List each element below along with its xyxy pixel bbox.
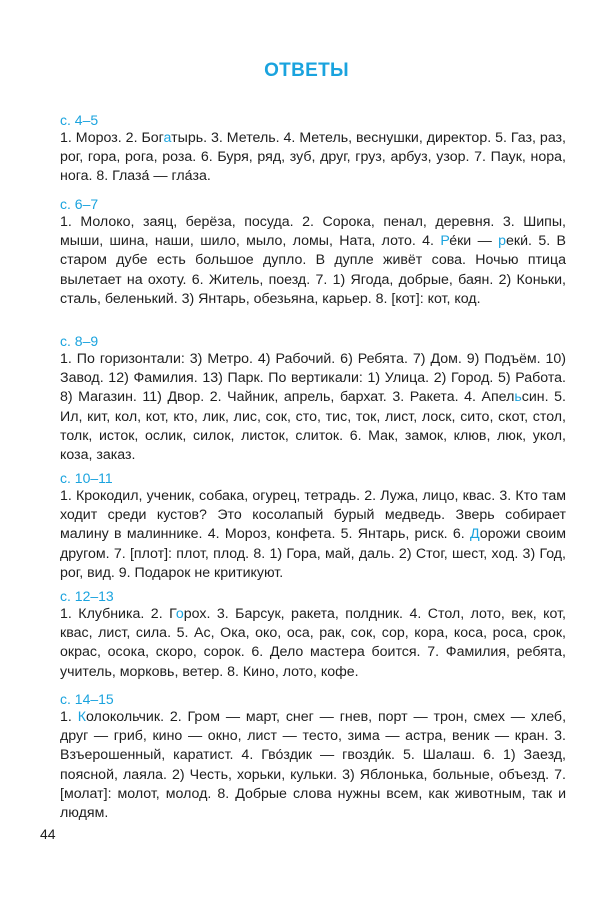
- section-answers: 1. Молоко, заяц, берёза, посуда. 2. Сорока, пенал, деревня. 3. Шипы, мыши, шина, наши, шило, мыло, ломы, Ната, лото. 4. Ре́ки — реки́. 5. В старом дубе есть большое дупло. В дупле живёт сова. Ночью птица вылетает на охоту. 6. Житель, поезд. 7. 1) Ягода, добрые, баян. 2) Коньки, сталь, беленький. 3) Янтарь, обезьяна, карьер. 8. [кот]: кот, код.: [60, 214, 566, 307]
- section-page-ref: с. 14–15: [60, 691, 114, 707]
- answer-section: [60, 470, 566, 583]
- section-page-ref: с. 4–5: [60, 112, 99, 128]
- highlight-letter: а: [163, 130, 172, 146]
- answer-section: [60, 691, 566, 823]
- highlight-letter: ь: [514, 389, 522, 406]
- highlight-letter: К: [77, 709, 86, 725]
- highlight-letter: Д: [469, 526, 480, 543]
- section-answers: 1. Мороз. 2. Богатырь. 3. Метель. 4. Метель, веснушки, директор. 5. Газ, раз, рог, гора, рога, роза. 6. Буря, ряд, зуб, друг, груз, арбуз, узор. 7. Паук, нора, нога. 8. Глаза́ — гла́за.: [60, 130, 566, 185]
- answer-section: [60, 588, 566, 682]
- section-answers: 1. Колокольчик. 2. Гром — март, снег — гнев, порт — трон, смех — хлеб, друг — гриб, кино — окно, лист — тесто, зима — астра, веник — кран. 3. Взъерошенный, каратист. 4. Гво́здик — гвозди́к. 5. Шалаш. 6. 1) Заезд, поясной, лаяла. 2) Честь, хорьки, кульки. 3) Яблонька, больные, объезд. 7. [молат]: молот, молод. 8. Добрые слова нужны всем, как животным, так и людям.: [60, 709, 567, 822]
- highlight-letter: о: [175, 606, 184, 622]
- section-answers: 1. Крокодил, ученик, собака, огурец, тетрадь. 2. Лужа, лицо, квас. 3. Кто там ходит среди кустов? Это косолапый бурый медведь. Зверь собирает малину в малиннике. 4. Мороз, конфета. 5. Янтарь, риск. 6. Дорожи своим другом. 7. [плот]: плот, плод. 8. 1) Гора, май, даль. 2) Стог, шест, ход. 3) Год, рог, вид. 9. Подарок не критикуют.: [60, 488, 566, 581]
- section-page-ref: с. 6–7: [60, 196, 99, 212]
- section-page-ref: с. 8–9: [60, 333, 99, 349]
- highlight-letter: Р: [440, 233, 450, 250]
- answer-section: [60, 333, 566, 465]
- section-page-ref: с. 10–11: [60, 470, 113, 486]
- page-number: 44: [40, 826, 56, 842]
- answer-section: [60, 196, 566, 309]
- section-answers: 1. По горизонтали: 3) Метро. 4) Рабочий. 6) Ребята. 7) Дом. 9) Подъём. 10) Завод. 12) Фамилия. 13) Парк. По вертикали: 1) Улица. 2) Город. 5) Работа. 8) Магазин. 11) Двор. 2. Чайник, апрель, бархат. 3. Ракета. 4. Апельсин. 5. Ил, кит, кол, кот, кто, лик, лис, сок, сто, тис, ток, лист, лоск, сито, скот, стол, толк, исток, ослик, силок, листок, слиток. 6. Мак, замок, клюв, люк, укол, коза, заказ.: [60, 351, 566, 464]
- section-answers: 1. Клубника. 2. Горох. 3. Барсук, ракета, полдник. 4. Стол, лото, век, кот, квас, лист, сила. 5. Ас, Ока, око, оса, рак, сок, сор, кора, коса, роса, срок, окрас, осока, скоро, сорок. 6. Дело мастера боится. 7. Фамилия, ребята, учитель, морковь, ветер. 8. Кино, лото, кофе.: [60, 606, 566, 680]
- answer-section: [60, 112, 566, 187]
- section-page-ref: с. 12–13: [60, 588, 114, 604]
- highlight-letter: р: [498, 233, 507, 250]
- page-title: ОТВЕТЫ: [264, 60, 349, 81]
